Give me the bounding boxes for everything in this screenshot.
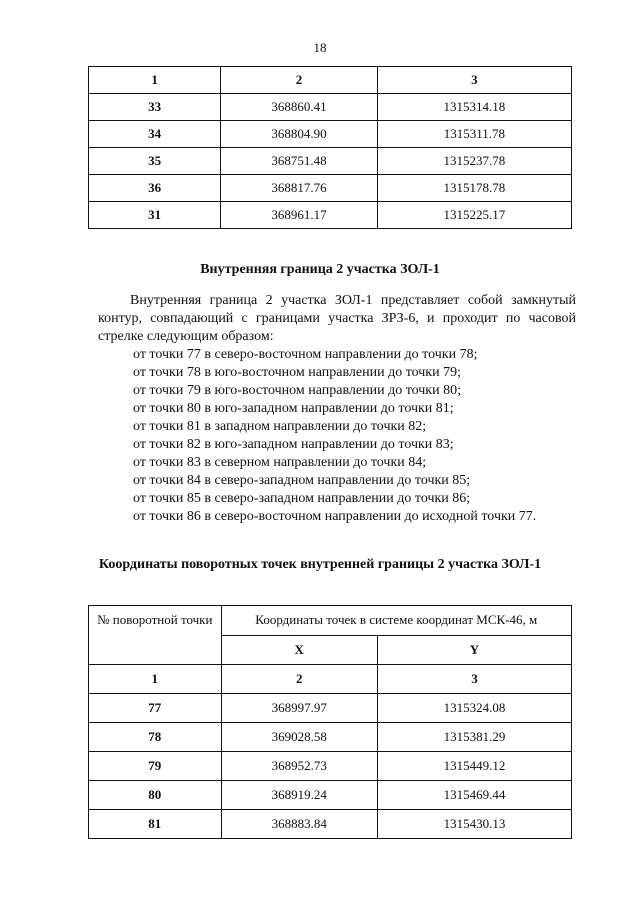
list-item: от точки 80 в юго-западном направлении до точки 81; xyxy=(133,401,454,416)
table-row xyxy=(89,752,572,781)
direction-list xyxy=(133,346,536,526)
y-coordinate: 1315311.78 xyxy=(377,121,571,148)
index-cell: 2 xyxy=(221,665,377,694)
header-cell: 3 xyxy=(377,67,571,94)
index-cell: 3 xyxy=(377,665,571,694)
point-number: 36 xyxy=(89,175,221,202)
page-number: 18 xyxy=(313,40,327,55)
list-item: от точки 85 в северо-западном направлении до точки 86; xyxy=(133,491,471,506)
x-coordinate: 368961.17 xyxy=(221,202,377,229)
y-coordinate: 1315237.78 xyxy=(377,148,571,175)
table-header-row xyxy=(89,606,572,636)
point-number: 80 xyxy=(89,781,222,810)
x-coordinate: 368997.97 xyxy=(221,694,377,723)
point-number-header: № поворотной точки xyxy=(89,606,222,665)
list-item: от точки 79 в юго-восточном направлении до точки 80; xyxy=(133,383,461,398)
index-cell: 1 xyxy=(89,665,222,694)
list-item: от точки 83 в северном направлении до точки 84; xyxy=(133,455,427,470)
point-number: 31 xyxy=(89,202,221,229)
point-number: 81 xyxy=(89,810,222,839)
table-header-row xyxy=(89,67,572,94)
coordinates-table xyxy=(88,605,572,839)
header-cell: 2 xyxy=(221,67,377,94)
list-item: от точки 77 в северо-восточном направлении до точки 78; xyxy=(133,347,478,362)
y-header: Y xyxy=(377,635,571,665)
coords-table-title: Координаты поворотных точек внутренней границы 2 участка ЗОЛ-1 xyxy=(98,557,542,572)
list-item: от точки 78 в юго-восточном направлении до точки 79; xyxy=(133,365,461,380)
list-item: от точки 81 в западном направлении до точки 82; xyxy=(133,419,427,434)
table-row xyxy=(89,175,572,202)
x-header: X xyxy=(221,635,377,665)
list-item: от точки 84 в северо-западном направлении до точки 85; xyxy=(133,473,471,488)
coordinates-table-continued xyxy=(88,66,572,229)
table-index-row xyxy=(89,665,572,694)
x-coordinate: 369028.58 xyxy=(221,723,377,752)
table-row xyxy=(89,694,572,723)
point-number: 77 xyxy=(89,694,222,723)
point-number: 34 xyxy=(89,121,221,148)
point-number: 79 xyxy=(89,752,222,781)
y-coordinate: 1315314.18 xyxy=(377,94,571,121)
y-coordinate: 1315430.13 xyxy=(377,810,571,839)
point-number: 35 xyxy=(89,148,221,175)
x-coordinate: 368883.84 xyxy=(221,810,377,839)
y-coordinate: 1315178.78 xyxy=(377,175,571,202)
table-row xyxy=(89,148,572,175)
table-row xyxy=(89,121,572,148)
table-row xyxy=(89,94,572,121)
table-row xyxy=(89,810,572,839)
table-row xyxy=(89,202,572,229)
table-row xyxy=(89,781,572,810)
header-cell: 1 xyxy=(89,67,221,94)
y-coordinate: 1315324.08 xyxy=(377,694,571,723)
x-coordinate: 368919.24 xyxy=(221,781,377,810)
table-row xyxy=(89,723,572,752)
y-coordinate: 1315225.17 xyxy=(377,202,571,229)
description-paragraph: Внутренняя граница 2 участка ЗОЛ-1 представляет собой замкнутый контур, совпадающий с границами участка ЗРЗ-6, и проходит по часовой стрелке следующим образом: xyxy=(98,293,576,344)
x-coordinate: 368751.48 xyxy=(221,148,377,175)
list-item: от точки 86 в северо-восточном направлении до исходной точки 77. xyxy=(133,509,537,524)
point-number: 33 xyxy=(89,94,221,121)
x-coordinate: 368860.41 xyxy=(221,94,377,121)
y-coordinate: 1315469.44 xyxy=(377,781,571,810)
y-coordinate: 1315381.29 xyxy=(377,723,571,752)
point-number: 78 xyxy=(89,723,222,752)
coordinate-system-header: Координаты точек в системе координат МСК-46, м xyxy=(221,606,571,636)
y-coordinate: 1315449.12 xyxy=(377,752,571,781)
x-coordinate: 368817.76 xyxy=(221,175,377,202)
x-coordinate: 368804.90 xyxy=(221,121,377,148)
x-coordinate: 368952.73 xyxy=(221,752,377,781)
section-title: Внутренняя граница 2 участка ЗОЛ-1 xyxy=(200,262,440,277)
list-item: от точки 82 в юго-западном направлении до точки 83; xyxy=(133,437,454,452)
